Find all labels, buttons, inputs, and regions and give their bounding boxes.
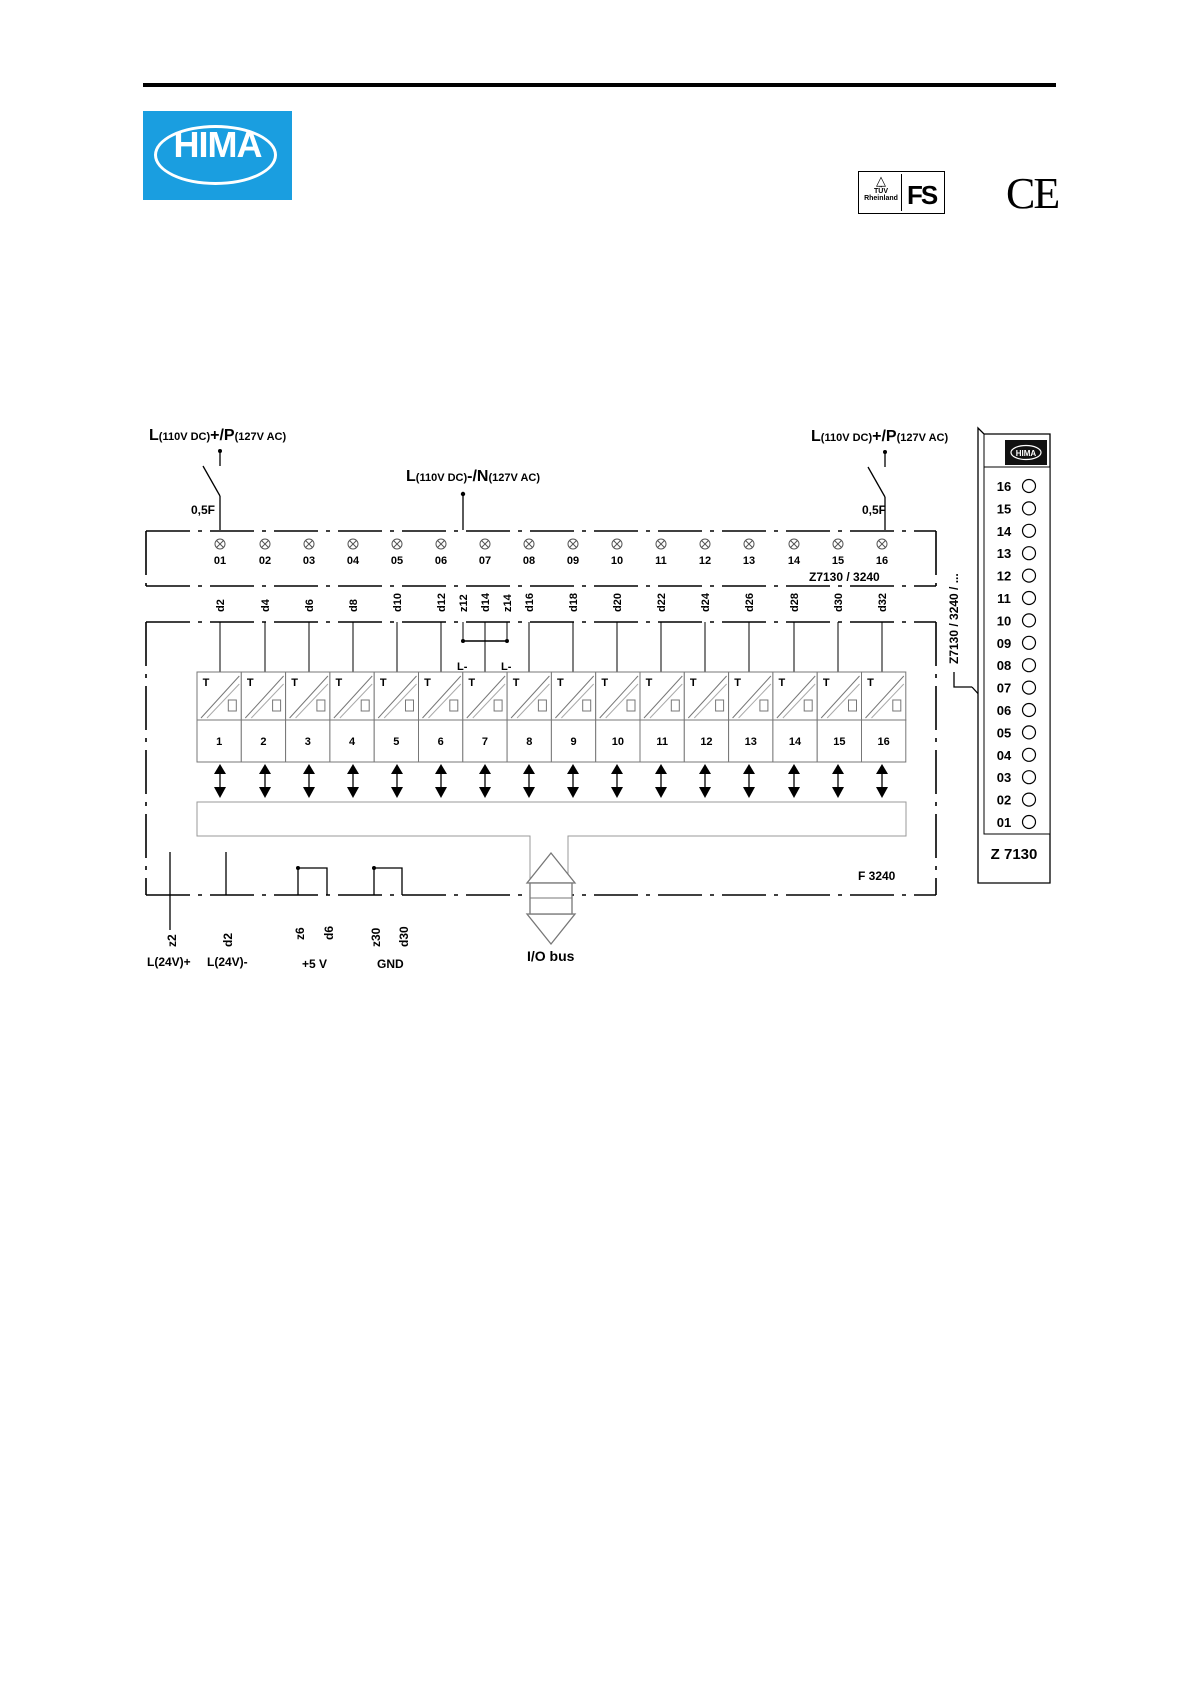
led-icon (1023, 726, 1036, 739)
up-arrow-icon (391, 764, 403, 774)
tuv-triangle-icon: △ (876, 173, 886, 188)
l-minus-label-2: L- (501, 661, 512, 673)
supply-label-middle: L(110V DC)-/N(127V AC) (406, 468, 541, 485)
pin-z30: z30 (369, 927, 383, 947)
down-arrow-icon (788, 787, 800, 798)
channel-number: 13 (744, 736, 757, 748)
channel-2 (241, 672, 285, 798)
ce-mark: CE (1006, 169, 1059, 218)
channel-number: 12 (700, 736, 713, 748)
panel-led-label: 01 (996, 815, 1012, 830)
up-arrow-icon (611, 764, 623, 774)
up-arrow-icon (832, 764, 844, 774)
up-arrow-icon (523, 764, 535, 774)
channel-number: 5 (393, 736, 400, 748)
channel-8 (507, 672, 551, 798)
down-arrow-icon (611, 787, 623, 798)
terminal-d18: d18 (568, 593, 580, 612)
led-icon (1023, 748, 1036, 761)
channel-row (197, 672, 906, 798)
node-dot (372, 866, 376, 870)
front-led-08 (523, 539, 535, 567)
led-icon (1023, 816, 1036, 829)
channel-type-mark: T (778, 677, 786, 689)
channel-9 (551, 672, 595, 798)
up-arrow-icon (743, 764, 755, 774)
node-dot (218, 449, 222, 453)
down-arrow-icon (259, 787, 271, 798)
channel-number: 7 (481, 736, 489, 748)
panel-led-label: 15 (996, 501, 1012, 517)
tuv-text: TÜV Rheinland (864, 188, 898, 202)
channel-type-mark: T (291, 677, 298, 689)
down-arrow-icon (743, 787, 755, 798)
plus5v-label: +5 V (302, 957, 328, 971)
panel-led-label: 09 (996, 635, 1012, 651)
panel-led-label: 05 (996, 725, 1012, 741)
led-label: 05 (390, 555, 404, 567)
down-arrow-icon (523, 787, 535, 798)
channel-type-mark: T (246, 677, 254, 689)
led-label: 16 (875, 555, 889, 567)
down-arrow-icon (303, 787, 315, 798)
up-arrow-icon (347, 764, 359, 774)
down-arrow-icon (435, 787, 447, 798)
front-led-16 (876, 539, 888, 567)
led-icon (1023, 636, 1036, 649)
down-arrow-icon (391, 787, 403, 798)
pin-d2: d2 (221, 932, 235, 947)
front-plate-label: Z7130 / 3240 (809, 570, 880, 584)
front-led-02 (259, 539, 271, 567)
terminal-d16: d16 (524, 593, 536, 612)
led-label: 06 (434, 555, 448, 567)
up-arrow-icon (655, 764, 667, 774)
channel-type-mark: T (734, 677, 741, 689)
panel-led-label: 08 (996, 658, 1012, 674)
channel-type-mark: T (867, 677, 874, 689)
terminal-d30: d30 (833, 593, 845, 612)
front-led-01 (214, 539, 226, 567)
channel-1 (197, 672, 241, 798)
channel-number: 15 (833, 736, 846, 748)
node-dot (296, 866, 300, 870)
front-led-05 (391, 539, 403, 567)
channel-6 (419, 672, 463, 798)
node-dot (461, 639, 465, 643)
front-led-15 (832, 539, 844, 567)
channel-11 (640, 672, 684, 798)
module-label: F 3240 (858, 869, 896, 883)
led-icon (1023, 793, 1036, 806)
pin-z2: z2 (165, 934, 179, 947)
channel-number: 6 (437, 736, 444, 748)
l-minus-label-1: L- (457, 661, 468, 673)
terminal-z14: z14 (502, 594, 514, 612)
up-arrow-icon (699, 764, 711, 774)
channel-type-mark: T (822, 677, 830, 689)
panel-led-label: 04 (996, 747, 1012, 763)
panel-led-label: 13 (996, 546, 1012, 562)
led-icon (1023, 569, 1036, 582)
front-led-13 (743, 539, 755, 567)
led-label: 02 (258, 555, 272, 567)
led-label: 08 (522, 555, 536, 567)
up-arrow-icon (303, 764, 315, 774)
fs-text: FS (907, 180, 937, 210)
supply-label-left: L(110V DC)+/P(127V AC) (149, 427, 287, 444)
panel-caption: Z 7130 (990, 846, 1038, 863)
terminal-d24: d24 (700, 593, 712, 612)
panel-led-label: 02 (996, 792, 1012, 808)
down-arrow-icon (699, 787, 711, 798)
led-label: 03 (302, 555, 316, 567)
led-label: 15 (831, 555, 845, 567)
fuse-label-left: 0,5F (191, 503, 216, 517)
plus5v-lead-2 (298, 868, 327, 895)
down-arrow-icon (655, 787, 667, 798)
channel-number: 14 (788, 736, 802, 748)
channel-number: 2 (260, 736, 267, 748)
fuse-label-right: 0,5F (862, 503, 887, 517)
led-label: 11 (655, 555, 667, 567)
led-icon (1023, 502, 1036, 515)
front-led-row (214, 539, 888, 567)
channel-number: 1 (216, 736, 223, 748)
up-arrow-icon (214, 764, 226, 774)
led-icon (1023, 771, 1036, 784)
front-led-04 (347, 539, 360, 567)
terminal-d26: d26 (744, 593, 756, 612)
down-arrow-icon (479, 787, 491, 798)
node-dot (461, 492, 465, 496)
gnd-label: GND (377, 957, 404, 971)
led-label: 12 (698, 555, 712, 567)
led-icon (1023, 592, 1036, 605)
up-arrow-icon (876, 764, 888, 774)
channel-type-mark: T (202, 677, 210, 689)
channel-type-mark: T (645, 677, 653, 689)
terminal-d10: d10 (392, 593, 404, 612)
terminal-d20: d20 (612, 593, 624, 612)
front-led-12 (699, 539, 711, 567)
channel-15 (817, 672, 861, 798)
terminal-d4: d4 (260, 599, 272, 612)
panel-logo-text: HIMA (1015, 449, 1037, 458)
channel-number: 9 (570, 736, 577, 748)
front-led-07 (479, 539, 491, 567)
channel-13 (729, 672, 773, 798)
fuse-switch-left (203, 466, 220, 496)
panel-led-label: 06 (996, 703, 1012, 718)
panel-led-area (984, 467, 1050, 834)
channel-number: 4 (348, 736, 356, 748)
fuse-switch-right (868, 467, 885, 497)
channel-14 (773, 672, 817, 798)
channel-number: 11 (656, 736, 668, 748)
channel-7 (463, 672, 507, 798)
led-label: 07 (478, 555, 492, 567)
down-arrow-icon (876, 787, 888, 798)
down-arrow-icon (832, 787, 844, 798)
led-label: 04 (346, 555, 360, 567)
terminal-d8: d8 (348, 599, 360, 612)
gnd-lead-2 (374, 868, 402, 895)
terminal-d28: d28 (789, 593, 801, 612)
pin-d6: d6 (322, 925, 336, 940)
l24-plus-label: L(24V)+ (147, 955, 191, 969)
channel-type-mark: T (379, 677, 387, 689)
channel-10 (596, 672, 640, 798)
channel-type-mark: T (424, 677, 431, 689)
up-arrow-icon (259, 764, 271, 774)
down-arrow-icon (347, 787, 359, 798)
front-led-03 (303, 539, 315, 567)
logo-text: HIMA (173, 124, 262, 165)
panel-led-label: 16 (996, 479, 1012, 494)
panel-led-label: 07 (996, 680, 1012, 696)
channel-number: 3 (304, 736, 311, 748)
channel-number: 10 (611, 736, 624, 748)
channel-number: 16 (877, 736, 890, 748)
channel-type-mark: T (335, 677, 343, 689)
up-arrow-icon (567, 764, 579, 774)
side-label-leader (954, 672, 972, 687)
pin-z6: z6 (293, 927, 307, 940)
channel-type-mark: T (689, 677, 697, 689)
terminal-row (215, 592, 889, 672)
led-icon (1023, 614, 1036, 627)
led-label: 13 (742, 555, 756, 567)
led-icon (1023, 524, 1036, 537)
panel-led-label: 14 (996, 523, 1012, 539)
up-arrow-icon (788, 764, 800, 774)
terminal-z12: z12 (458, 594, 470, 612)
channel-type-mark: T (601, 677, 609, 689)
up-arrow-icon (479, 764, 491, 774)
led-icon (1023, 547, 1036, 560)
panel-led-label: 10 (996, 613, 1012, 629)
terminal-d32: d32 (877, 593, 889, 612)
side-label: Z7130 / 3240 / ... (947, 573, 961, 664)
terminal-d14: d14 (480, 593, 492, 612)
down-arrow-icon (567, 787, 579, 798)
channel-12 (684, 672, 728, 798)
supply-label-right: L(110V DC)+/P(127V AC) (811, 428, 949, 445)
channel-type-mark: T (512, 677, 520, 689)
panel-led-label: 12 (996, 568, 1012, 584)
led-label: 09 (566, 555, 580, 567)
led-label: 14 (787, 555, 801, 567)
led-icon (1023, 704, 1036, 717)
channel-4 (330, 672, 374, 798)
led-label: 10 (610, 555, 624, 567)
channel-type-mark: T (468, 677, 476, 689)
front-led-09 (567, 539, 579, 567)
terminal-d12: d12 (436, 593, 448, 612)
front-led-14 (788, 539, 801, 567)
front-led-06 (435, 539, 447, 567)
led-label: 01 (213, 555, 227, 567)
terminal-d2: d2 (215, 599, 227, 612)
channel-type-mark: T (557, 677, 564, 689)
up-arrow-icon (435, 764, 447, 774)
io-bus-label: I/O bus (527, 948, 575, 964)
node-dot (883, 450, 887, 454)
front-led-10 (611, 539, 623, 567)
channel-5 (374, 672, 418, 798)
terminal-d6: d6 (304, 599, 316, 612)
front-led-11 (655, 539, 667, 567)
channel-3 (286, 672, 330, 798)
led-icon (1023, 681, 1036, 694)
terminal-d22: d22 (656, 593, 668, 612)
channel-number: 8 (526, 736, 533, 748)
panel-led-label: 11 (997, 591, 1011, 606)
panel-led-label: 03 (996, 770, 1012, 786)
led-icon (1023, 480, 1036, 493)
node-dot (505, 639, 509, 643)
led-icon (1023, 659, 1036, 672)
l24-minus-label: L(24V)- (207, 955, 248, 969)
channel-16 (862, 672, 906, 798)
pin-d30: d30 (397, 926, 411, 947)
down-arrow-icon (214, 787, 226, 798)
